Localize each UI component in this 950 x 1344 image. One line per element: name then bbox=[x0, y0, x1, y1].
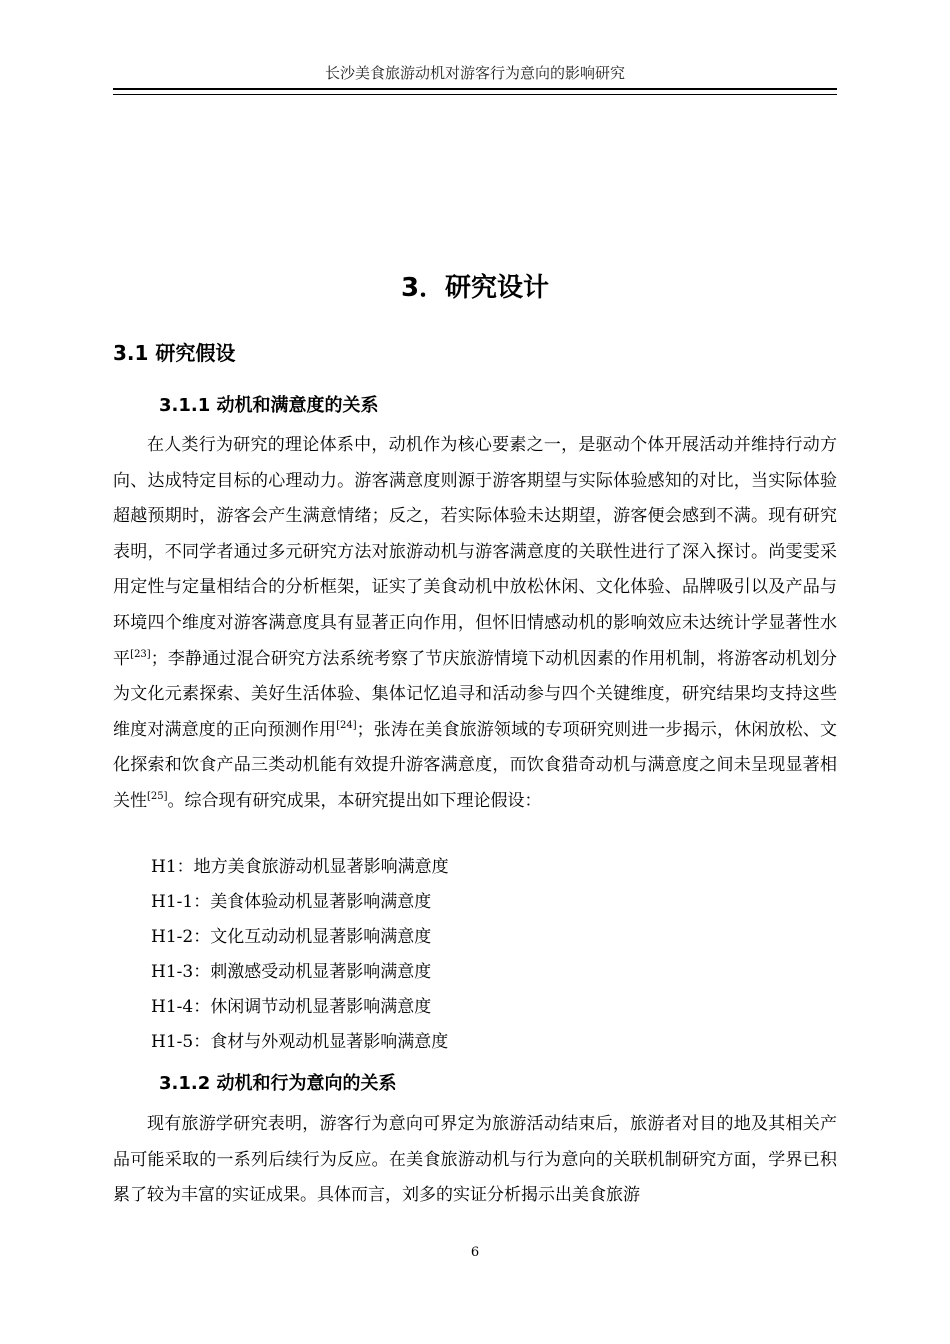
citation-24: [24] bbox=[336, 719, 357, 731]
chapter-title: 3．研究设计 bbox=[400, 273, 550, 303]
header-rule-thin bbox=[113, 94, 837, 95]
hypothesis-item: H1-2：文化互动动机显著影响满意度 bbox=[151, 927, 432, 947]
subsection-heading-3-1-2: 3.1.2 动机和行为意向的关系 bbox=[159, 1073, 397, 1094]
body-paragraph-motivation-satisfaction: 在人类行为研究的理论体系中，动机作为核心要素之一，是驱动个体开展活动并维持行动方向、达成特定目标的心理动力。游客满意度则源于游客期望与实际体验感知的对比，当实际体验超越预期时，游客会产生满意情绪；反之，若实际体验未达期望，游客便会感到不满。现有研究表明，不同学者通过多元研究方法对旅游动机与游客满意度的关联性进行了深入探讨。尚雯雯采用定性与定量相结合的分析框架，证实了美食动机中放松休闲、文化体验、品牌吸引以及产品与环境四个维度对游客满意度具有显著正向作用，但怀旧情感动机的影响效应未达统计学显著性水平[23]；李静通过混合研究方法系统考察了节庆旅游情境下动机因素的作用机制，将游客动机划分为文化元素探索、美好生活体验、集体记忆追寻和活动参与四个关键维度，研究结果均支持这些维度对满意度的正向预测作用[24]；张涛在美食旅游领域的专项研究则进一步揭示，休闲放松、文化探索和饮食产品三类动机能有效提升游客满意度，而饮食猎奇动机与满意度之间未呈现显著相关性[25]。综合现有研究成果，本研究提出如下理论假设： bbox=[113, 435, 838, 811]
citation-23: [23] bbox=[130, 648, 151, 660]
header-rule-thick bbox=[113, 88, 837, 90]
body-paragraph-motivation-intention: 现有旅游学研究表明，游客行为意向可界定为旅游活动结束后，旅游者对目的地及其相关产品可能采取的一系列后续行为反应。在美食旅游动机与行为意向的关联机制研究方面，学界已积累了较为丰富的实证成果。具体而言，刘多的实证分析揭示出美食旅游 bbox=[113, 1114, 837, 1206]
hypothesis-item: H1：地方美食旅游动机显著影响满意度 bbox=[151, 857, 449, 877]
page-number: 6 bbox=[470, 1245, 480, 1260]
subsection-heading-3-1-1: 3.1.1 动机和满意度的关系 bbox=[159, 395, 379, 416]
running-header: 长沙美食旅游动机对游客行为意向的影响研究 bbox=[324, 64, 625, 82]
hypothesis-item: H1-1：美食体验动机显著影响满意度 bbox=[151, 892, 432, 912]
citation-25: [25] bbox=[147, 790, 168, 802]
hypothesis-item: H1-5：食材与外观动机显著影响满意度 bbox=[151, 1032, 449, 1052]
hypothesis-item: H1-4：休闲调节动机显著影响满意度 bbox=[151, 997, 432, 1017]
section-heading: 3.1 研究假设 bbox=[113, 341, 236, 365]
hypothesis-item: H1-3：刺激感受动机显著影响满意度 bbox=[151, 962, 432, 982]
